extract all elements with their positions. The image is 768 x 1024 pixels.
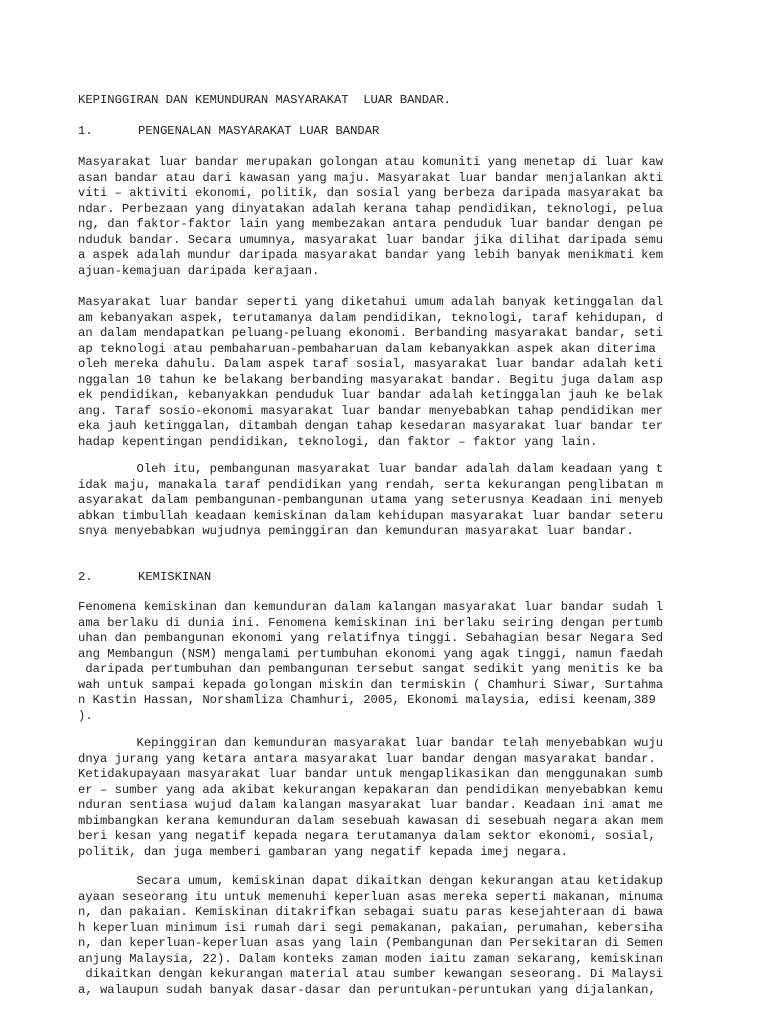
text-line: Ketidakupayaan masyarakat luar bandar untuk mengaplikasikan dan menggunakan sumb	[78, 767, 664, 782]
text-line: oleh mereka dahulu. Dalam aspek taraf sosial, masyarakat luar bandar adalah keti	[78, 357, 664, 372]
text-line: n, dan keperluan-keperluan asas yang lain (Pembangunan dan Persekitaran di Semen	[78, 936, 664, 951]
text-line: hadap kepentingan pendidikan, teknologi, dan faktor – faktor yang lain.	[78, 434, 598, 449]
text-line: snya menyebabkan wujudnya peminggiran dan kemunduran masyarakat luar bandar.	[78, 524, 634, 539]
text-line: Masyarakat luar bandar merupakan golongan atau komuniti yang menetap di luar kaw	[78, 155, 664, 169]
section-1-number: 1.	[78, 124, 93, 138]
text-line: n Kastin Hassan, Norshamliza Chamhuri, 2005, Ekonomi malaysia, edisi keenam,389	[78, 693, 656, 708]
text-line: ap teknologi atau pembaharuan-pembaharuan dalam kebanyakkan aspek akan diterima	[78, 341, 656, 356]
section-2-number: 2.	[78, 570, 93, 584]
text-line: nggalan 10 tahun ke belakang berbanding masyarakat bandar. Begitu juga dalam asp	[78, 372, 664, 387]
text-line: a aspek adalah mundur daripada masyarakat bandar yang lebih banyak menikmati kem	[78, 248, 664, 263]
text-line: ek pendidikan, kebanyakkan penduduk luar bandar adalah ketinggalan jauh ke belak	[78, 388, 664, 403]
text-line: anjung Malaysia, 22). Dalam konteks zaman moden iaitu zaman sekarang, kemiskinan	[78, 951, 664, 966]
text-line: ndar. Perbezaan yang dinyatakan adalah kerana tahap pendidikan, teknologi, pelua	[78, 201, 664, 216]
section-1-title: PENGENALAN MASYARAKAT LUAR BANDAR	[138, 124, 380, 138]
text-line: Masyarakat luar bandar seperti yang diketahui umum adalah banyak ketinggalan dal	[78, 295, 664, 309]
text-line: daripada pertumbuhan dan pembangunan tersebut sangat sedikit yang menitis ke ba	[78, 662, 664, 677]
text-line: n, dan pakaian. Kemiskinan ditakrifkan sebagai suatu paras kesejahteraan di bawa	[78, 905, 664, 920]
text-line: er – sumber yang ada akibat kekurangan kepakaran dan pendidikan menyebabkan kemu	[78, 782, 664, 797]
text-line: dikaitkan dengan kekurangan material atau sumber kewangan seseorang. Di Malaysi	[78, 967, 664, 982]
section-1-paragraph-3	[78, 462, 663, 540]
text-line: Oleh itu, pembangunan masyarakat luar bandar adalah dalam keadaan yang t	[78, 462, 664, 476]
text-line: dnya jurang yang ketara antara masyarakat luar bandar dengan masyarakat bandar.	[78, 751, 656, 766]
section-1-heading	[78, 124, 379, 140]
text-line: Fenomena kemiskinan dan kemunduran dalam kalangan masyarakat luar bandar sudah l	[78, 600, 664, 614]
text-line: eka jauh ketinggalan, ditambah dengan tahap kesedaran masyarakat luar bandar ter	[78, 419, 664, 434]
text-line: mbimbangkan kerana kemunduran dalam sesebuah kawasan di sesebuah negara akan mem	[78, 813, 664, 828]
text-line: nduran sentiasa wujud dalam kalangan masyarakat luar bandar. Keadaan ini amat me	[78, 798, 664, 813]
text-line: an dalam mendapatkan peluang-peluang ekonomi. Berbanding masyarakat bandar, seti	[78, 326, 664, 341]
text-line: ng, dan faktor-faktor lain yang membezakan antara penduduk luar bandar dengan pe	[78, 217, 664, 232]
text-line: ajuan-kemajuan daripada kerajaan.	[78, 263, 320, 278]
text-line: politik, dan juga memberi gambaran yang negatif kepada imej negara.	[78, 844, 569, 859]
text-line: viti – aktiviti ekonomi, politik, dan sosial yang berbeza daripada masyarakat ba	[78, 186, 664, 201]
text-line: beri kesan yang negatif kepada negara terutamanya dalam sektor ekonomi, sosial,	[78, 829, 656, 844]
text-line: a, walaupun sudah banyak dasar-dasar dan peruntukan-peruntukan yang dijalankan,	[78, 982, 656, 997]
text-line: idak maju, manakala taraf pendidikan yang rendah, serta kekurangan penglibatan m	[78, 477, 664, 492]
text-line: h keperluan minimum isi rumah dari segi pemakanan, pakaian, perumahan, kebersiha	[78, 920, 664, 935]
text-line: nduduk bandar. Secara umumnya, masyarakat luar bandar jika dilihat daripada semu	[78, 232, 664, 247]
section-2-paragraph-3	[78, 874, 663, 998]
section-2-title: KEMISKINAN	[138, 570, 212, 584]
section-1-paragraph-1	[78, 155, 663, 279]
text-line: uhan dan pembangunan ekonomi yang relatifnya tinggi. Sebahagian besar Negara Sed	[78, 631, 664, 646]
text-line: abkan timbullah keadaan kemiskinan dalam kehidupan masyarakat luar bandar seteru	[78, 508, 664, 523]
text-line: asan bandar atau dari kawasan yang maju. Masyarakat luar bandar menjalankan akti	[78, 170, 664, 185]
section-1-paragraph-2	[78, 295, 663, 450]
text-line: ang. Taraf sosio-ekonomi masyarakat luar bandar menyebabkan tahap pendidikan mer	[78, 403, 664, 418]
text-line: ama berlaku di dunia ini. Fenomena kemiskinan ini berlaku seiring dengan pertumb	[78, 615, 664, 630]
text-line: asyarakat dalam pembangunan-pembangunan utama yang seterusnya Keadaan ini menyeb	[78, 493, 664, 508]
text-line: ang Membangun (NSM) mengalami pertumbuhan ekonomi yang agak tinggi, namun faedah	[78, 646, 664, 661]
text-line: Secara umum, kemiskinan dapat dikaitkan dengan kekurangan atau ketidakup	[78, 874, 664, 888]
section-2-heading	[78, 570, 211, 586]
section-2-paragraph-2	[78, 736, 663, 860]
text-line: ).	[78, 708, 93, 723]
text-line: wah untuk sampai kepada golongan miskin dan termiskin ( Chamhuri Siwar, Surtahma	[78, 677, 664, 692]
document-title: KEPINGGIRAN DAN KEMUNDURAN MASYARAKAT LUAR BANDAR.	[78, 93, 451, 107]
section-2-paragraph-1	[78, 600, 663, 724]
text-line: ayaan seseorang itu untuk memenuhi keperluan asas mereka seperti makanan, minuma	[78, 889, 664, 904]
text-line: am kebanyakan aspek, terutamanya dalam pendidikan, teknologi, taraf kehidupan, d	[78, 310, 664, 325]
text-line: Kepinggiran dan kemunduran masyarakat luar bandar telah menyebabkan wuju	[78, 736, 664, 750]
